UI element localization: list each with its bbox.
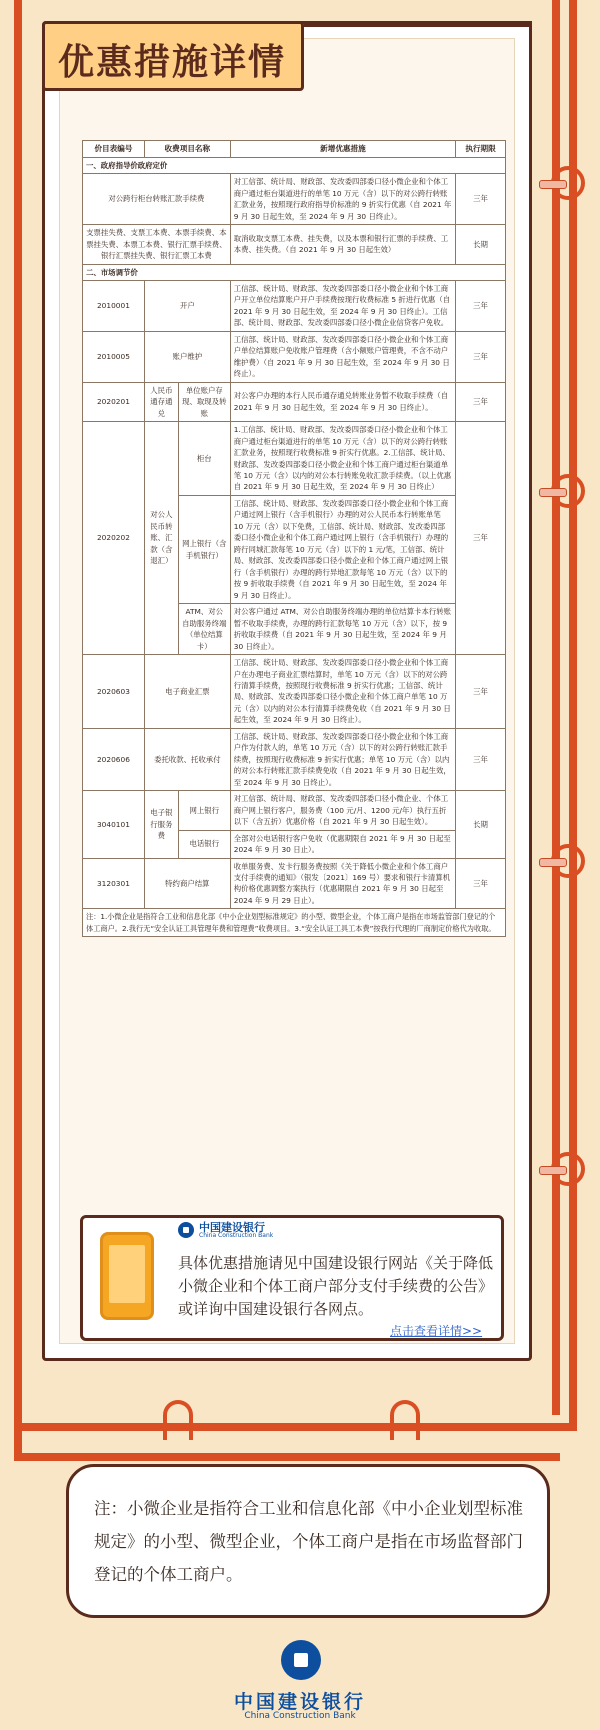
item-category: 电子银行服务费 — [144, 791, 178, 858]
item-term: 三年 — [456, 655, 506, 729]
section-row — [83, 264, 506, 280]
table-row — [83, 858, 506, 909]
item-desc: 1.工信部、统计局、财政部、发改委四部委口径小微企业和个体工商户通过柜台渠道进行的单笔 10 万元（含）以下的对公跨行转账汇款业务，按照现行收费标准 9 折实行优惠。2.工信部、统计局、财政部、发改委四部委口径小微企业和个体工商户通过柜台渠道单笔 10 万元（含）以内的对公本行转账免收汇款手续费。（以上优惠自 2021 年 9 月 30 日起生效，至 2024 年 9 月 30 日终止） — [230, 422, 455, 496]
item-term: 三年 — [456, 858, 506, 909]
item-term: 三年 — [456, 382, 506, 421]
item-name: 特约商户结算 — [144, 858, 230, 909]
ccb-logo-icon — [178, 1222, 194, 1238]
item-code: 2020202 — [83, 422, 145, 655]
header-item: 收费项目名称 — [144, 141, 230, 158]
section-row — [83, 157, 506, 173]
item-term: 三年 — [456, 331, 506, 382]
pipe-right-outer — [569, 0, 577, 1430]
pipe-bottom-outer — [22, 1423, 577, 1431]
item-desc: 工信部、统计局、财政部、发改委四部委口径小微企业和个体工商户通过网上银行（含手机银行）办理的对公人民币本行转账单笔 10 万元（含）以下免费，工信部、统计局、财政部、发改委四部委口径小微企业和个体工商户通过网上银行（含手机银行）办理的跨行同城汇款每笔 10 万元（含）以下的 1 元/笔，工信部、统计局、财政部、发改委四部委口径小微企业和个体工商户通过网上银行（含手机银行）办理的跨行异地汇款每笔 10 万元（含）以下的按 9 折收取手续费（自 2021 年 9 月 30 日起生效，至 2024 年 9 月 30 日终止）。 — [230, 495, 455, 603]
item-desc: 对公客户办理的本行人民币通存通兑转账业务暂不收取手续费（自 2021 年 9 月 30 日起生效，至 2024 年 9 月 30 日终止）。 — [230, 382, 455, 421]
item-name: 电话银行 — [178, 830, 230, 858]
item-code: 2020606 — [83, 728, 145, 790]
item-name: 网上银行（含手机银行） — [178, 495, 230, 603]
table-row — [83, 791, 506, 830]
item-term: 三年 — [456, 174, 506, 225]
ring-icon — [551, 166, 585, 200]
item-name: 柜台 — [178, 422, 230, 496]
item-name: 开户 — [144, 280, 230, 331]
item-desc: 对工信部、统计局、财政部、发改委四部委口径小微企业、个体工商户网上银行客户，服务费（100 元/月、1200 元/年）执行五折以下（含五折）优惠价格（自 2021 年 9 月 30 日起生效）。 — [230, 791, 455, 830]
item-desc: 对公客户通过 ATM、对公自助服务终端办理的单位结算卡本行转账暂不收取手续费，办理的跨行汇款每笔 10 万元（含）以下，按 9 折收取手续费（自 2021 年 9 月 30 日起生效，至 2024 年 9 月 30 日终止）。 — [230, 604, 455, 655]
ring-icon — [551, 844, 585, 878]
item-name: 支票挂失费、支票工本费、本票手续费、本票挂失费、本票工本费、银行汇票手续费、银行汇票挂失费、银行汇票工本费 — [83, 225, 231, 264]
item-desc: 工信部、统计局、财政部、发改委四部委口径小微企业和个体工商户在办理电子商业汇票结算时，单笔 10 万元（含）以下的对公跨行清算手续费，按照现行收费标准 9 折实行优惠；工信部、统计局、财政部、发改委四部委口径小微企业和个体工商户单笔 10 万元（含）以内的对公本行清算手续费免收（自 2021 年 9 月 30 日起生效，至 2024 年 9 月 30 日终止）。 — [230, 655, 455, 729]
pipe-right-inner — [552, 0, 560, 1415]
item-desc: 对工信部、统计局、财政部、发改委四部委口径小微企业和个体工商户通过柜台渠道进行的单笔 10 万元（含）以下的对公跨行转账汇款业务，按照现行政府指导价标准的 9 折实行优惠（自 2021 年 9 月 30 日起生效，至 2024 年 9 月 30 日终止）。 — [230, 174, 455, 225]
item-term: 长期 — [456, 791, 506, 858]
table-row — [83, 280, 506, 331]
pipe-bottom — [14, 1453, 560, 1461]
item-code: 3040101 — [83, 791, 145, 858]
item-name: 委托收款、托收承付 — [144, 728, 230, 790]
header-code: 价目表编号 — [83, 141, 145, 158]
view-details-link[interactable]: 点击查看详情>> — [390, 1324, 483, 1338]
item-category: 对公人民币转账、汇款（含退汇） — [144, 422, 178, 655]
item-name: 电子商业汇票 — [144, 655, 230, 729]
item-term: 长期 — [456, 225, 506, 264]
item-term: 三年 — [456, 422, 506, 655]
item-term: 三年 — [456, 280, 506, 331]
title-underline — [304, 21, 532, 27]
item-code: 2020201 — [83, 382, 145, 421]
section-title: 一、政府指导价政府定价 — [83, 157, 506, 173]
ccb-bank-name: 中国建设银行 — [199, 1221, 265, 1234]
section-title: 二、市场调节价 — [83, 264, 506, 280]
fee-table — [82, 140, 506, 937]
phone-icon — [100, 1232, 154, 1320]
footer-bank-name: 中国建设银行 — [233, 1691, 366, 1713]
item-category: 人民币通存通兑 — [144, 382, 178, 421]
item-name: 单位账户存现、取现及转账 — [178, 382, 230, 421]
footnote-row — [83, 909, 506, 936]
table-row — [83, 225, 506, 264]
note-text: 注：小微企业是指符合工业和信息化部《中小企业划型标准规定》的小型、微型企业，个体工商户是指在市场监督部门登记的个体工商户。 — [94, 1499, 523, 1584]
hook-icon — [163, 1400, 193, 1440]
item-code: 2020603 — [83, 655, 145, 729]
item-term: 三年 — [456, 728, 506, 790]
ring-icon — [551, 474, 585, 508]
table-footnote: 注：1.小微企业是指符合工业和信息化部《中小企业划型标准规定》的小型、微型企业，个体工商户是指在市场监管部门登记的个体工商户。2.我行无“安全认证工具管理年费和管理费”收费项目。3.“安全认证工具工本费”按我行代理的厂商制定价格代为收取。 — [83, 909, 506, 936]
table-row — [83, 382, 506, 421]
table-row — [83, 174, 506, 225]
ring-icon — [551, 1152, 585, 1186]
table-row — [83, 422, 506, 496]
item-code: 3120301 — [83, 858, 145, 909]
item-desc: 工信部、统计局、财政部、发改委四部委口径小微企业和个体工商户作为付款人的，单笔 10 万元（含）以下的对公跨行转账汇款手续费，按照现行收费标准 9 折实行优惠；单笔 10 万元（含）以内的对公本行转账汇款手续费免收（自 2021 年 9 月 30 日起生效，至 2024 年 9 月 30 日终止）。 — [230, 728, 455, 790]
table-row — [83, 331, 506, 382]
footer-bank-en: China Construction Bank — [244, 1711, 356, 1721]
table-header-row — [83, 141, 506, 158]
item-desc: 收单服务费、发卡行服务费按照《关于降低小微企业和个体工商户支付手续费的通知》（银发〔2021〕169 号）要求和银行卡清算机构价格优惠调整方案执行（优惠期限自 2021 年 9 月 30 日起至 2024 年 9 月 29 日止）。 — [230, 858, 455, 909]
item-code: 2010001 — [83, 280, 145, 331]
item-desc: 工信部、统计局、财政部、发改委四部委口径小微企业和个体工商户单位结算账户免收账户管理费（含小额账户管理费，不含不动户维护费）（自 2021 年 9 月 30 日起生效，至 2024 年 9 月 30 日终止）。 — [230, 331, 455, 382]
header-measure: 新增优惠措施 — [230, 141, 455, 158]
hook-icon — [390, 1400, 420, 1440]
item-desc: 全部对公电话银行客户免收（优惠期限自 2021 年 9 月 30 日起至 2024 年 9 月 30 日止）。 — [230, 830, 455, 858]
header-term: 执行期限 — [456, 141, 506, 158]
ccb-logo-icon — [281, 1640, 321, 1680]
item-desc: 工信部、统计局、财政部、发改委四部委口径小微企业和个体工商户开立单位结算账户开户手续费按现行收费标准 5 折进行优惠（自 2021 年 9 月 30 日起生效，至 2024 年 9 月 30 日终止）。工信部、统计局、财政部、发改委四部委口径小微企业信贷客户免收。 — [230, 280, 455, 331]
item-name: 账户维护 — [144, 331, 230, 382]
item-name: ATM、对公自助服务终端（单位结算卡） — [178, 604, 230, 655]
ccb-bank-en: China Construction Bank — [199, 1232, 274, 1239]
item-desc: 取消收取支票工本费、挂失费，以及本票和银行汇票的手续费、工本费、挂失费。（自 2021 年 9 月 30 日起生效） — [230, 225, 455, 264]
ccb-info-text: 具体优惠措施请见中国建设银行网站《关于降低小微企业和个体工商户部分支付手续费的公告》或详询中国建设银行各网点。 — [178, 1254, 494, 1318]
item-name: 网上银行 — [178, 791, 230, 830]
page-title: 优惠措施详情 — [58, 42, 287, 83]
pipe-left — [14, 0, 22, 1460]
table-row — [83, 655, 506, 729]
item-name: 对公跨行柜台转账汇款手续费 — [83, 174, 231, 225]
table-row — [83, 728, 506, 790]
item-code: 2010005 — [83, 331, 145, 382]
